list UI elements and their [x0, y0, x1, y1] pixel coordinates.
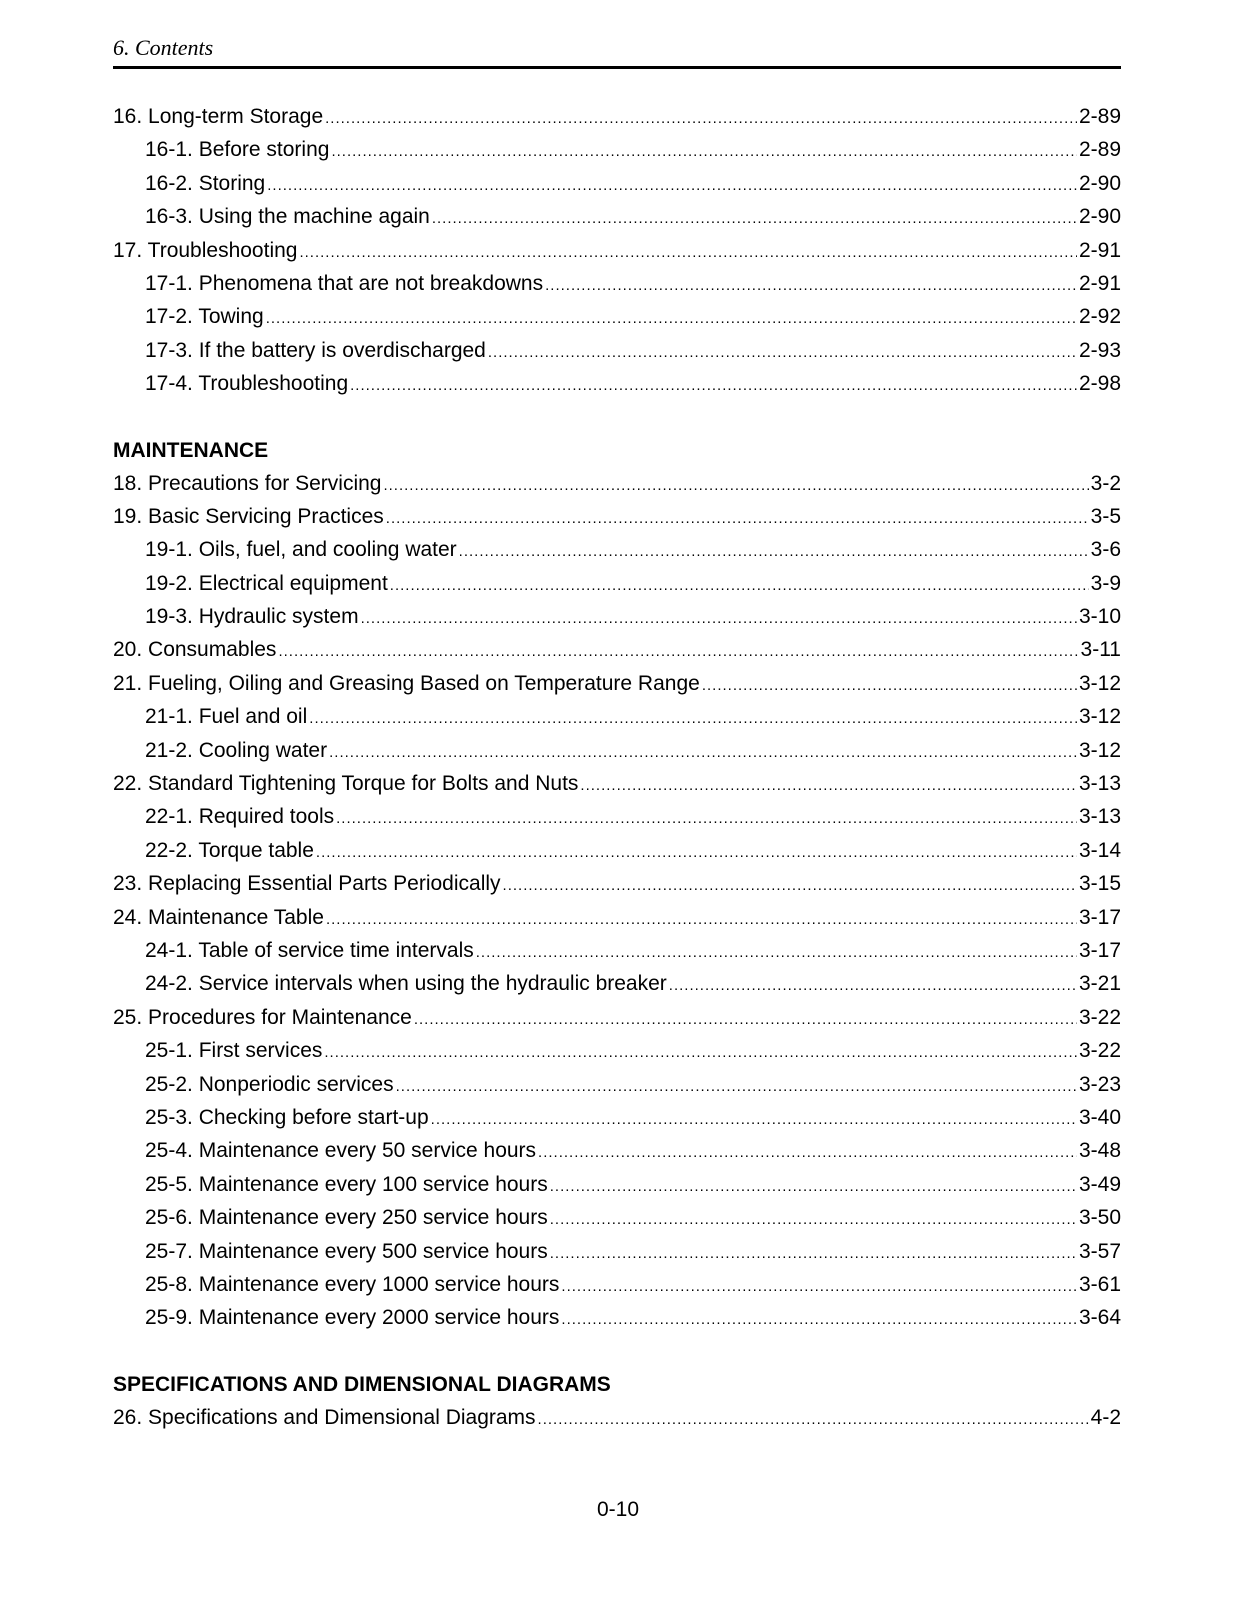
toc-subentry[interactable] — [113, 200, 1121, 233]
toc-entry-label: 21-1. Fuel and oil — [145, 705, 308, 729]
dot-leader — [390, 569, 1089, 602]
toc-entry-label: 25-9. Maintenance every 2000 service hours — [145, 1306, 560, 1330]
toc-entry-label: 25-2. Nonperiodic services — [145, 1072, 394, 1096]
dot-leader — [326, 903, 1077, 936]
dot-leader — [396, 1070, 1077, 1103]
toc-entry-label: 26. Specifications and Dimensional Diagrams — [113, 1405, 536, 1429]
toc-entry-page: 3-61 — [1078, 1272, 1121, 1296]
toc-entry-label: 25-8. Maintenance every 1000 service hours — [145, 1272, 560, 1296]
dot-leader — [350, 369, 1077, 402]
toc-entry-page: 3-40 — [1078, 1105, 1121, 1129]
toc-subentry[interactable] — [113, 334, 1121, 367]
toc-entry[interactable] — [113, 867, 1121, 900]
dot-leader — [267, 169, 1077, 202]
toc-entry-page: 2-91 — [1078, 238, 1121, 262]
dot-leader — [361, 602, 1077, 635]
toc-entry[interactable] — [113, 1001, 1121, 1034]
dot-leader — [459, 535, 1089, 568]
toc-entry-page: 2-92 — [1078, 305, 1121, 329]
toc-entry-label: 19-2. Electrical equipment — [145, 571, 388, 595]
toc-subentry[interactable] — [113, 934, 1121, 967]
toc-entry-label: 25. Procedures for Maintenance — [113, 1005, 412, 1029]
toc-subentry[interactable] — [113, 700, 1121, 733]
toc-subentry[interactable] — [113, 1068, 1121, 1101]
toc-entry[interactable] — [113, 500, 1121, 533]
toc-entry-page: 3-11 — [1080, 638, 1121, 662]
dot-leader — [383, 469, 1088, 502]
toc-entry-label: 16. Long-term Storage — [113, 105, 324, 128]
toc-subentry[interactable] — [113, 967, 1121, 1000]
toc-entry-page: 3-64 — [1078, 1306, 1121, 1330]
toc-entry[interactable] — [113, 1401, 1121, 1434]
toc-subentry[interactable] — [113, 1201, 1121, 1234]
toc-entry-page: 2-93 — [1078, 338, 1121, 362]
toc-subentry[interactable] — [113, 133, 1121, 166]
toc-entry-label: 17-1. Phenomena that are not breakdowns — [145, 271, 544, 295]
toc-entry-label: 17-2. Towing — [145, 305, 264, 329]
toc-entry-page: 2-98 — [1078, 372, 1121, 396]
dot-leader — [278, 635, 1078, 668]
dot-leader — [414, 1003, 1077, 1036]
toc-entry-label: 19. Basic Servicing Practices — [113, 504, 384, 528]
toc-entry-label: 25-1. First services — [145, 1039, 323, 1063]
toc-entry-page: 3-9 — [1090, 571, 1121, 595]
toc-entry-label: 22-2. Torque table — [145, 838, 314, 862]
toc-subentry[interactable] — [113, 567, 1121, 600]
toc-entry-page: 3-6 — [1090, 538, 1121, 562]
section-gap — [113, 401, 1121, 434]
toc-entry-label: 22-1. Required tools — [145, 805, 335, 829]
toc-entry-label: 19-3. Hydraulic system — [145, 605, 359, 629]
toc-subentry[interactable] — [113, 1301, 1121, 1334]
toc-subentry[interactable] — [113, 1134, 1121, 1167]
dot-leader — [488, 336, 1077, 369]
section-gap — [113, 1335, 1121, 1368]
dot-leader — [299, 236, 1077, 269]
toc-entry-label: 22. Standard Tightening Torque for Bolts and Nuts — [113, 772, 579, 796]
toc-entry-label: 16-1. Before storing — [145, 138, 330, 162]
dot-leader — [538, 1136, 1077, 1169]
toc-entry[interactable] — [113, 467, 1121, 500]
toc-entry-page: 3-13 — [1078, 805, 1121, 829]
toc-entry-page: 3-14 — [1078, 838, 1121, 862]
toc-subentry[interactable] — [113, 600, 1121, 633]
dot-leader — [329, 736, 1077, 769]
toc-entry-label: 20. Consumables — [113, 638, 277, 662]
toc-entry-page: 3-57 — [1078, 1239, 1121, 1263]
toc-entry[interactable] — [113, 234, 1121, 267]
toc-entry-label: 19-1. Oils, fuel, and cooling water — [145, 538, 457, 562]
toc-entry-page: 3-48 — [1078, 1139, 1121, 1163]
toc-entry-label: 16-2. Storing — [145, 171, 266, 195]
toc-entry-page: 3-12 — [1078, 671, 1121, 695]
toc-entry-page: 2-90 — [1078, 171, 1121, 195]
toc-entry-label: 21. Fueling, Oiling and Greasing Based on Temperature Range — [113, 671, 700, 695]
dot-leader — [550, 1170, 1077, 1203]
toc-entry-label: 25-5. Maintenance every 100 service hours — [145, 1172, 548, 1196]
toc-entry-label: 24-2. Service intervals when using the hydraulic breaker — [145, 972, 667, 996]
dot-leader — [386, 502, 1089, 535]
toc-entry-page: 3-10 — [1078, 605, 1121, 629]
dot-leader — [545, 269, 1077, 302]
toc-entry-page: 3-5 — [1090, 504, 1121, 528]
toc-subentry[interactable] — [113, 1034, 1121, 1067]
toc-entry-page: 3-21 — [1078, 972, 1121, 996]
dot-leader — [476, 936, 1077, 969]
toc-entry-page: 2-89 — [1078, 138, 1121, 162]
toc-entry-label: 18. Precautions for Servicing — [113, 471, 382, 495]
dot-leader — [702, 669, 1077, 702]
toc-subentry[interactable] — [113, 1168, 1121, 1201]
toc-entry-page: 3-22 — [1078, 1039, 1121, 1063]
toc-entry-label: 25-6. Maintenance every 250 service hours — [145, 1206, 548, 1230]
toc-entry-page: 3-17 — [1078, 938, 1121, 962]
toc-entry[interactable] — [113, 633, 1121, 666]
toc-entry-page: 3-22 — [1078, 1005, 1121, 1029]
dot-leader — [316, 836, 1077, 869]
dot-leader — [331, 135, 1077, 168]
dot-leader — [580, 769, 1077, 802]
toc-entry-page: 3-23 — [1078, 1072, 1121, 1096]
toc-entry-label: 25-7. Maintenance every 500 service hours — [145, 1239, 548, 1263]
toc-subentry[interactable] — [113, 167, 1121, 200]
dot-leader — [431, 1103, 1077, 1136]
toc-entry-label: 23. Replacing Essential Parts Periodically — [113, 872, 501, 896]
section-heading: MAINTENANCE — [113, 438, 269, 462]
toc-subentry[interactable] — [113, 1268, 1121, 1301]
toc-subentry[interactable] — [113, 1101, 1121, 1134]
dot-leader — [503, 869, 1077, 902]
page-number: 0-10 — [596, 1498, 640, 1521]
toc-entry-label: 17-3. If the battery is overdischarged — [145, 338, 486, 362]
toc-entry-label: 24-1. Table of service time intervals — [145, 938, 474, 962]
toc-entry-page: 3-49 — [1078, 1172, 1121, 1196]
toc-entry-label: 24. Maintenance Table — [113, 905, 324, 929]
toc-entry-page: 2-91 — [1078, 271, 1121, 295]
toc-entry[interactable] — [113, 100, 1121, 133]
toc-subentry[interactable] — [113, 1235, 1121, 1268]
toc-entry[interactable] — [113, 901, 1121, 934]
toc-entry-page: 3-17 — [1078, 905, 1121, 929]
dot-leader — [561, 1303, 1077, 1336]
toc-entry-label: 17-4. Troubleshooting — [145, 372, 349, 396]
toc-entry-page: 3-15 — [1078, 872, 1121, 896]
dot-leader — [550, 1203, 1077, 1236]
toc-entry-page: 3-12 — [1078, 705, 1121, 729]
toc-entry-label: 16-3. Using the machine again — [145, 205, 430, 229]
toc-entry-page: 3-13 — [1078, 772, 1121, 796]
dot-leader — [561, 1270, 1077, 1303]
toc-subentry[interactable] — [113, 300, 1121, 333]
toc-entry-page: 3-2 — [1090, 471, 1121, 495]
toc-entry-page: 2-89 — [1078, 105, 1121, 128]
dot-leader — [324, 1036, 1077, 1069]
section-heading: SPECIFICATIONS AND DIMENSIONAL DIAGRAMS — [113, 1372, 611, 1396]
toc-entry-label: 25-3. Checking before start-up — [145, 1105, 429, 1129]
page-header-title: 6. Contents — [113, 35, 214, 60]
toc-subentry[interactable] — [113, 734, 1121, 767]
toc-subentry[interactable] — [113, 267, 1121, 300]
page-header — [113, 34, 1121, 69]
toc-entry-page: 4-2 — [1090, 1405, 1121, 1429]
dot-leader — [550, 1237, 1077, 1270]
toc-subentry[interactable] — [113, 800, 1121, 833]
dot-leader — [266, 302, 1077, 335]
toc-subentry[interactable] — [113, 533, 1121, 566]
toc-entry-label: 21-2. Cooling water — [145, 738, 328, 762]
toc-entry[interactable] — [113, 767, 1121, 800]
dot-leader — [538, 1403, 1089, 1436]
dot-leader — [325, 102, 1077, 135]
dot-leader — [669, 969, 1077, 1002]
toc-subentry[interactable] — [113, 367, 1121, 400]
dot-leader — [309, 702, 1077, 735]
toc-entry[interactable] — [113, 667, 1121, 700]
toc-entry-page: 3-50 — [1078, 1206, 1121, 1230]
table-of-contents — [113, 100, 1121, 1434]
toc-entry-label: 17. Troubleshooting — [113, 238, 298, 262]
toc-entry-label: 25-4. Maintenance every 50 service hours — [145, 1139, 537, 1163]
toc-entry-page: 2-90 — [1078, 205, 1121, 229]
dot-leader — [336, 802, 1077, 835]
toc-entry-page: 3-12 — [1078, 738, 1121, 762]
toc-subentry[interactable] — [113, 834, 1121, 867]
dot-leader — [432, 202, 1077, 235]
